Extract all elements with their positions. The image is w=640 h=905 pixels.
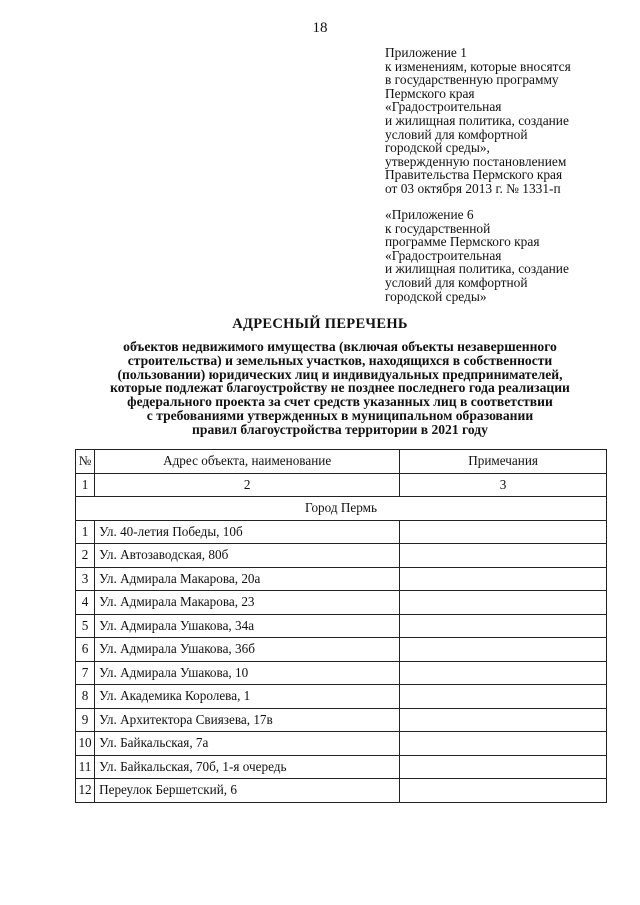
column-number: 2: [95, 473, 400, 497]
row-number: 5: [76, 614, 95, 638]
appendix-6-line: городской среды»: [385, 288, 487, 304]
table-row: [76, 544, 607, 568]
row-address: Ул. Байкальская, 70б, 1-я очередь: [95, 755, 400, 779]
appendix-1-line: утвержденную постановлением: [385, 153, 567, 169]
row-note: [400, 520, 607, 544]
table-row: [76, 567, 607, 591]
header-number: №: [76, 450, 95, 474]
row-address: Ул. Адмирала Ушакова, 36б: [95, 638, 400, 662]
row-note: [400, 614, 607, 638]
appendix-1-line: Пермского края: [385, 85, 475, 101]
row-number: 6: [76, 638, 95, 662]
appendix-1-line: к изменениям, которые вносятся: [385, 58, 571, 74]
row-address: Ул. Байкальская, 7а: [95, 732, 400, 756]
row-address: Ул. Адмирала Ушакова, 34а: [95, 614, 400, 638]
appendix-1-line: в государственную программу: [385, 72, 559, 88]
row-note: [400, 732, 607, 756]
table-row: [76, 520, 607, 544]
row-note: [400, 779, 607, 803]
page-number: 18: [312, 20, 328, 36]
subtitle-line: с требованиями утвержденных в муниципальном образовании: [146, 407, 534, 423]
appendix-6-line: условий для комфортной: [385, 274, 528, 290]
table-header-row: [76, 450, 607, 474]
row-number: 4: [76, 591, 95, 615]
row-note: [400, 567, 607, 591]
row-number: 8: [76, 685, 95, 709]
appendix-1-line: условий для комфортной: [385, 126, 528, 142]
appendix-1-line: и жилищная политика, создание: [385, 112, 569, 128]
row-note: [400, 755, 607, 779]
subtitle-line: (пользовании) юридических лиц и индивидуальных предпринимателей,: [117, 366, 563, 382]
column-number: 1: [76, 473, 95, 497]
row-address: Ул. Адмирала Ушакова, 10: [95, 661, 400, 685]
row-address: Ул. 40-летия Победы, 10б: [95, 520, 400, 544]
header-address: Адрес объекта, наименование: [95, 450, 400, 474]
row-number: 10: [76, 732, 95, 756]
table-row: [76, 755, 607, 779]
row-note: [400, 591, 607, 615]
table-row: [76, 591, 607, 615]
appendix-1-line: от 03 октября 2013 г. № 1331-п: [385, 180, 561, 196]
subtitle-line: федерального проекта за счет средств указанных лиц в соответствии: [127, 394, 553, 410]
row-address: Ул. Автозаводская, 80б: [95, 544, 400, 568]
row-number: 9: [76, 708, 95, 732]
subtitle-line: строительства) и земельных участков, находящихся в собственности: [127, 352, 553, 368]
document-title: АДРЕСНЫЙ ПЕРЕЧЕНЬ: [232, 316, 408, 332]
column-number-row: [76, 473, 607, 497]
appendix-1-block: [385, 46, 635, 196]
subtitle-line: которые подлежат благоустройству не позднее последнего года реализации: [110, 380, 570, 396]
row-note: [400, 638, 607, 662]
column-number: 3: [400, 473, 607, 497]
city-row: [76, 497, 607, 521]
appendix-6-line: программе Пермского края: [385, 234, 540, 250]
row-number: 7: [76, 661, 95, 685]
table-row: [76, 661, 607, 685]
appendix-6-line: к государственной: [385, 220, 491, 236]
row-address: Ул. Архитектора Свиязева, 17в: [95, 708, 400, 732]
appendix-6-line: и жилищная политика, создание: [385, 261, 569, 277]
appendix-6-line: «Градостроительная: [385, 247, 502, 263]
table-row: [76, 779, 607, 803]
row-number: 3: [76, 567, 95, 591]
table-row: [76, 614, 607, 638]
row-number: 12: [76, 779, 95, 803]
row-address: Ул. Адмирала Макарова, 23: [95, 591, 400, 615]
table-row: [76, 685, 607, 709]
header-notes: Примечания: [400, 450, 607, 474]
row-note: [400, 708, 607, 732]
appendix-1-line: Приложение 1: [385, 45, 467, 60]
appendix-6-line: «Приложение 6: [385, 207, 474, 222]
table-row: [76, 732, 607, 756]
row-number: 2: [76, 544, 95, 568]
appendix-1-line: Правительства Пермского края: [385, 167, 563, 183]
appendix-1-line: городской среды»,: [385, 140, 490, 156]
appendix-6-block: [385, 208, 635, 303]
row-address: Ул. Адмирала Макарова, 20а: [95, 567, 400, 591]
row-note: [400, 544, 607, 568]
table-row: [76, 708, 607, 732]
appendix-1-line: «Градостроительная: [385, 99, 502, 115]
subtitle-line: правил благоустройства территории в 2021 году: [192, 421, 488, 437]
row-address: Переулок Бершетский, 6: [95, 779, 400, 803]
address-table: [75, 449, 607, 803]
row-note: [400, 661, 607, 685]
table-row: [76, 638, 607, 662]
row-address: Ул. Академика Королева, 1: [95, 685, 400, 709]
row-number: 11: [76, 755, 95, 779]
row-number: 1: [76, 520, 95, 544]
row-note: [400, 685, 607, 709]
city-name: Город Пермь: [76, 497, 607, 521]
document-subtitle: [70, 340, 610, 437]
subtitle-line: объектов недвижимого имущества (включая объекты незавершенного: [123, 339, 557, 354]
